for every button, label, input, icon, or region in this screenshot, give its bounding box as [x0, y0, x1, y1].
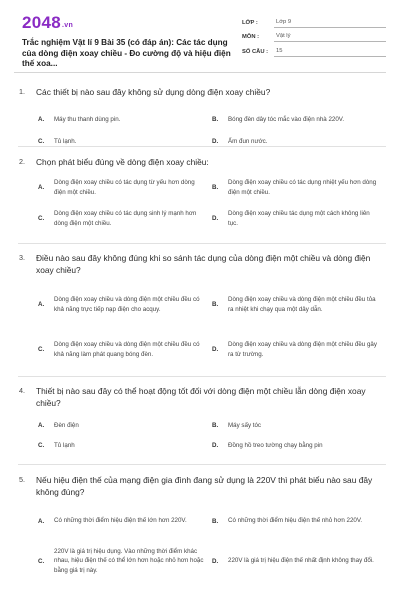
option-d[interactable] [212, 538, 386, 584]
option-a[interactable] [38, 415, 212, 435]
option-text: Tủ lạnh. [54, 137, 77, 145]
option-letter: C. [38, 346, 45, 353]
question-text: Nếu hiệu điện thế của mạng điện gia đình đang sử dụng là 220V thì phát biểu nào sau đây không đúng? [36, 475, 373, 497]
option-letter: D. [212, 557, 219, 565]
question-heading [18, 86, 386, 98]
option-text: Đồng hồ treo tường chạy bằng pin [228, 441, 323, 449]
question-text: Thiết bị nào sau đây có thể hoạt động tốt đối với dòng điện một chiều lẫn dòng điện xoay chiều? [36, 386, 366, 408]
option-d[interactable] [212, 203, 386, 234]
meta-row-subject [242, 28, 386, 43]
option-letter: A. [38, 421, 45, 429]
options [18, 504, 386, 584]
option-d[interactable] [212, 327, 386, 372]
meta-value: Vật lý [274, 33, 386, 42]
meta-value: Lớp 9 [274, 19, 386, 28]
meta-label: LỚP : [242, 19, 258, 26]
option-text: Dòng điện xoay chiều và dòng điện một chiều đều gây ra từ trường. [228, 341, 377, 358]
option-text: Dòng điện xoay chiều có tác dụng sinh lý mạnh hơn dòng điện một chiều. [54, 210, 197, 227]
option-letter: B. [212, 184, 219, 191]
option-text: Dòng điện xoay chiều và dòng điện một chiều đều tỏa ra nhiệt khi chạy qua một dây dẫn. [228, 296, 376, 313]
question-number: 5. [19, 475, 25, 484]
option-text: Máy thu thanh dùng pin. [54, 115, 121, 123]
logo-suffix: .vn [62, 22, 74, 29]
option-text: Đèn điện [54, 421, 79, 429]
option-c[interactable] [38, 435, 212, 455]
option-a[interactable] [38, 108, 212, 130]
question-heading [18, 385, 386, 409]
option-d[interactable] [212, 130, 386, 152]
meta-row-count [242, 42, 386, 57]
option-b[interactable] [212, 172, 386, 203]
options [18, 415, 386, 455]
question-text: Chọn phát biểu đúng về dòng điện xoay chiều: [36, 157, 209, 167]
question-1 [18, 73, 386, 147]
question-heading [18, 156, 386, 168]
option-letter: B. [212, 301, 219, 308]
option-text: Dòng điện xoay chiều tác dụng một cách không liên tục. [228, 210, 370, 227]
option-text: Có những thời điểm hiệu điện thế nhỏ hơn 220V. [228, 517, 363, 525]
option-letter: C. [38, 441, 45, 449]
site-logo[interactable] [22, 13, 234, 36]
logo-main: 2048 [22, 13, 62, 32]
option-letter: B. [212, 421, 219, 429]
question-5 [18, 465, 386, 590]
question-text: Điều nào sau đây không đúng khi so sánh tác dụng của dòng điện một chiều và dòng điện xoay chiều? [36, 253, 371, 275]
option-text: Bóng đèn dây tóc mắc vào điện nhà 220V. [228, 115, 345, 123]
option-d[interactable] [212, 435, 386, 455]
meta-value: 15 [274, 48, 386, 57]
option-text: Dòng điện xoay chiều có tác dụng từ yếu hơn dòng điện một chiều. [54, 179, 195, 196]
option-a[interactable] [38, 282, 212, 327]
option-text: Ấm đun nước. [228, 137, 268, 145]
header-left [22, 13, 234, 68]
question-number: 2. [19, 157, 25, 166]
option-b[interactable] [212, 415, 386, 435]
option-a[interactable] [38, 504, 212, 538]
question-number: 1. [19, 87, 25, 96]
option-letter: D. [212, 346, 219, 353]
option-text: Dòng điện xoay chiều và dòng điện một chiều đều có khả năng trực tiếp nạp điện cho acquy. [54, 296, 200, 313]
option-c[interactable] [38, 327, 212, 372]
option-c[interactable] [38, 538, 212, 584]
question-number: 3. [19, 253, 25, 262]
question-list [0, 73, 400, 590]
options [18, 108, 386, 152]
option-letter: A. [38, 517, 45, 525]
option-a[interactable] [38, 172, 212, 203]
option-letter: A. [38, 301, 45, 308]
option-letter: C. [38, 215, 45, 222]
options [18, 282, 386, 372]
question-2 [18, 147, 386, 244]
option-text: Tủ lạnh [54, 441, 75, 449]
question-heading [18, 252, 386, 276]
question-heading [18, 474, 386, 498]
header [0, 0, 400, 68]
option-b[interactable] [212, 282, 386, 327]
option-text: 220V là giá trị hiệu dụng. Vào những thời điểm khác nhau, hiệu điện thế có thể lớn hơn hoặc nhỏ hơn hoặc bằng giá trị này. [54, 548, 204, 574]
question-text: Các thiết bị nào sau đây không sử dụng dòng điện xoay chiều? [36, 87, 271, 97]
meta-label: SỐ CÂU : [242, 48, 269, 55]
option-letter: C. [38, 557, 45, 565]
option-letter: D. [212, 137, 219, 145]
meta-row-grade [242, 13, 386, 28]
option-letter: B. [212, 517, 219, 525]
option-b[interactable] [212, 108, 386, 130]
option-text: 220V là giá trị hiệu điện thế nhất định không thay đổi. [228, 557, 374, 565]
option-letter: C. [38, 137, 45, 145]
document-title: Trắc nghiệm Vật lí 9 Bài 35 (có đáp án): Các tác dụng của dòng điện xoay chiều - Đo cường độ và hiệu điện thế xoa... [22, 38, 231, 68]
option-text: Máy sấy tóc [228, 421, 262, 429]
option-text: Dòng điện xoay chiều có tác dụng nhiệt yếu hơn dòng điện một chiều. [228, 179, 377, 196]
option-text: Dòng điện xoay chiều và dòng điện một chiều đều có khả năng làm phát quang bóng đèn. [54, 341, 200, 358]
option-b[interactable] [212, 504, 386, 538]
option-c[interactable] [38, 130, 212, 152]
option-c[interactable] [38, 203, 212, 234]
meta-label: MÔN : [242, 34, 260, 40]
options [18, 172, 386, 234]
question-number: 4. [19, 386, 25, 395]
option-text: Có những thời điểm hiệu điện thế lớn hơn 220V. [54, 517, 187, 525]
meta-info [242, 13, 386, 62]
question-3 [18, 244, 386, 377]
option-letter: D. [212, 215, 219, 222]
option-letter: A. [38, 115, 45, 123]
option-letter: B. [212, 115, 219, 123]
option-letter: D. [212, 441, 219, 449]
question-4 [18, 377, 386, 465]
option-letter: A. [38, 184, 45, 191]
